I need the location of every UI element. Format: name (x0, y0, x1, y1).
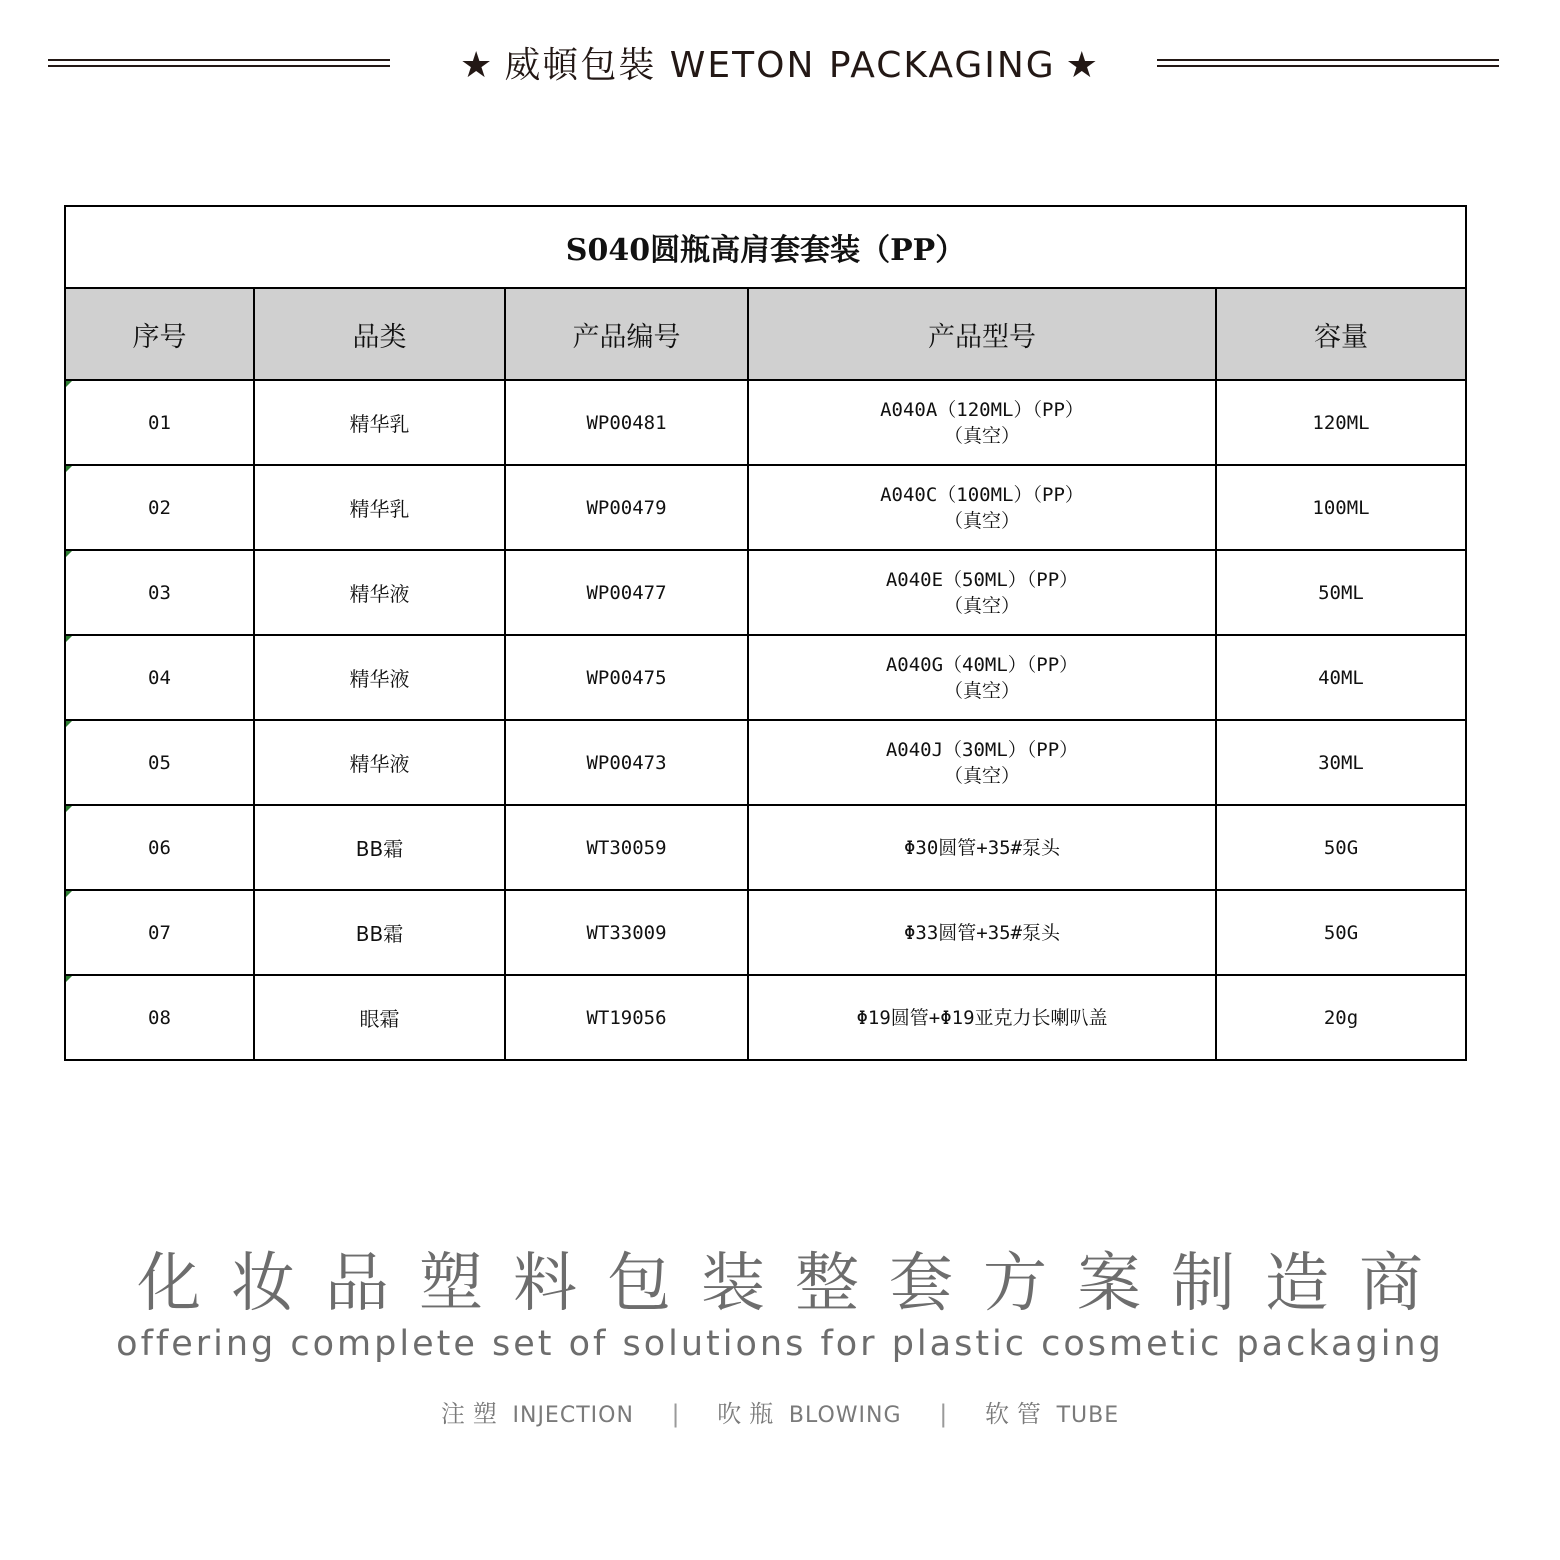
row-no: 08 (148, 1006, 171, 1029)
row-no: 04 (148, 666, 171, 689)
cell-category: BB霜 (254, 805, 505, 890)
model-line-1: A040C（100ML）（PP） (880, 483, 1084, 506)
corner-mark-icon (66, 466, 72, 472)
slogan-english: offering complete set of solutions for plastic cosmetic packaging (116, 1324, 1444, 1364)
row-no: 07 (148, 921, 171, 944)
table-row (65, 380, 1466, 465)
cell-model (748, 380, 1216, 465)
cell-no (65, 975, 254, 1060)
header-rule-left (48, 59, 390, 67)
brand-title (430, 40, 1130, 92)
corner-mark-icon (66, 381, 72, 387)
cell-model (748, 465, 1216, 550)
model-line-1: A040E（50ML）（PP） (885, 568, 1079, 591)
column-header-capacity: 容量 (1216, 288, 1466, 380)
cell-model (748, 550, 1216, 635)
corner-mark-icon (66, 806, 72, 812)
cell-capacity: 50ML (1216, 550, 1466, 635)
column-header-model: 产品型号 (748, 288, 1216, 380)
column-header-code: 产品编号 (505, 288, 748, 380)
brand-header (0, 40, 1560, 96)
cell-model (748, 975, 1216, 1060)
cell-category: 精华乳 (254, 380, 505, 465)
corner-mark-icon (66, 891, 72, 897)
model-line-1: Φ33圆管+35#泵头 (903, 921, 1061, 944)
row-no: 01 (148, 411, 171, 434)
cell-model (748, 890, 1216, 975)
column-header-no: 序号 (65, 288, 254, 380)
star-icon: ★ (460, 45, 495, 86)
table-row (65, 550, 1466, 635)
model-line-1: A040J（30ML）（PP） (885, 738, 1079, 761)
cell-code: WP00477 (505, 550, 748, 635)
service-blowing-cn: 吹瓶 (717, 1400, 782, 1428)
cell-no (65, 550, 254, 635)
table-row (65, 890, 1466, 975)
column-header-category: 品类 (254, 288, 505, 380)
cell-capacity: 50G (1216, 890, 1466, 975)
header-rule-right (1157, 59, 1499, 67)
cell-code: WP00481 (505, 380, 748, 465)
cell-category: 精华液 (254, 720, 505, 805)
cell-capacity: 50G (1216, 805, 1466, 890)
model-line-2: （真空） (943, 509, 1020, 532)
cell-code: WP00473 (505, 720, 748, 805)
cell-capacity: 20g (1216, 975, 1466, 1060)
model-line-2: （真空） (943, 594, 1020, 617)
corner-mark-icon (66, 721, 72, 727)
row-no: 02 (148, 496, 171, 519)
table-title-row (65, 206, 1466, 288)
cell-capacity: 30ML (1216, 720, 1466, 805)
service-injection-cn: 注塑 (440, 1400, 505, 1428)
cell-no (65, 465, 254, 550)
cell-code: WT19056 (505, 975, 748, 1060)
cell-no (65, 635, 254, 720)
cell-category: 精华液 (254, 550, 505, 635)
cell-code: WP00475 (505, 635, 748, 720)
cell-no (65, 890, 254, 975)
cell-capacity: 100ML (1216, 465, 1466, 550)
table-row (65, 465, 1466, 550)
model-line-1: A040G（40ML）（PP） (885, 653, 1079, 676)
cell-no (65, 380, 254, 465)
service-separator: | (939, 1400, 948, 1428)
cell-category: 眼霜 (254, 975, 505, 1060)
cell-code: WP00479 (505, 465, 748, 550)
corner-mark-icon (66, 636, 72, 642)
cell-no (65, 720, 254, 805)
cell-capacity: 40ML (1216, 635, 1466, 720)
cell-capacity: 120ML (1216, 380, 1466, 465)
model-line-2: （真空） (943, 424, 1020, 447)
model-line-1: A040A（120ML）（PP） (880, 398, 1084, 421)
table-row (65, 635, 1466, 720)
model-line-1: Φ30圆管+35#泵头 (903, 836, 1061, 859)
cell-model (748, 805, 1216, 890)
cell-model (748, 720, 1216, 805)
row-no: 06 (148, 836, 171, 859)
model-line-1: Φ19圆管+Φ19亚克力长喇叭盖 (856, 1006, 1108, 1029)
cell-code: WT33009 (505, 890, 748, 975)
table-row (65, 805, 1466, 890)
model-line-2: （真空） (943, 764, 1020, 787)
cell-model (748, 635, 1216, 720)
service-blowing-en: BLOWING (788, 1403, 902, 1428)
table-header-row (65, 288, 1466, 380)
model-line-2: （真空） (943, 679, 1020, 702)
product-spec-table (64, 205, 1467, 1061)
service-tube-cn: 软管 (984, 1400, 1049, 1428)
service-tube-en: TUBE (1056, 1403, 1120, 1428)
cell-category: 精华乳 (254, 465, 505, 550)
service-injection-en: INJECTION (512, 1403, 634, 1428)
table-row (65, 720, 1466, 805)
cell-category: BB霜 (254, 890, 505, 975)
corner-mark-icon (66, 976, 72, 982)
cell-code: WT30059 (505, 805, 748, 890)
row-no: 03 (148, 581, 171, 604)
row-no: 05 (148, 751, 171, 774)
cell-category: 精华液 (254, 635, 505, 720)
services-list (0, 1394, 1560, 1429)
table-row (65, 975, 1466, 1060)
corner-mark-icon (66, 551, 72, 557)
star-icon: ★ (1065, 45, 1100, 86)
slogan-chinese: 化妆品塑料包装整套方案制造商 (137, 1247, 1453, 1321)
service-separator: | (671, 1400, 680, 1428)
table-title: S040圆瓶高肩套套装（PP） (65, 206, 1466, 288)
table-body (65, 380, 1466, 1060)
cell-no (65, 805, 254, 890)
brand-text: 威頓包裝 WETON PACKAGING (504, 45, 1056, 86)
